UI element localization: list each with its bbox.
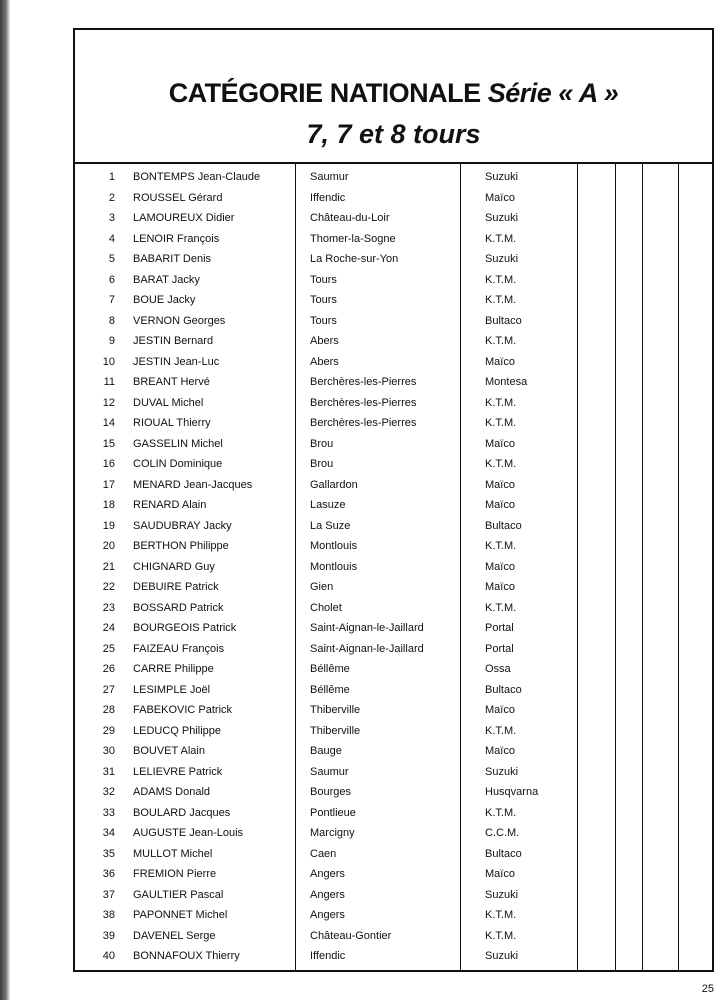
- table-row: [75, 167, 712, 187]
- rider-name-cell: BOULARD Jacques: [133, 806, 231, 819]
- city-cell: Montlouis: [310, 540, 358, 552]
- rider-name-cell: BONNAFOUX Thierry: [133, 950, 240, 962]
- position-cell: 16: [102, 458, 115, 470]
- position-cell: 5: [108, 253, 115, 265]
- brand-cell: K.T.M.: [485, 273, 517, 286]
- position-cell: 7: [108, 294, 115, 306]
- table-row: [75, 926, 712, 946]
- position-cell: 28: [102, 704, 115, 716]
- brand-cell: Suzuki: [485, 765, 519, 778]
- position-cell: 39: [102, 929, 115, 942]
- table-row: [75, 413, 712, 433]
- position-cell: 24: [102, 622, 115, 634]
- city-cell: Gallardon: [310, 478, 358, 491]
- table-row: [75, 229, 712, 249]
- city-cell: La Roche-sur-Yon: [310, 253, 399, 265]
- brand-cell: Bultaco: [485, 519, 522, 532]
- brand-cell: Maïco: [485, 560, 515, 573]
- title-main: CATÉGORIE NATIONALE: [168, 78, 481, 108]
- rider-name-cell: VERNON Georges: [133, 314, 226, 327]
- brand-cell: Maïco: [485, 437, 515, 450]
- brand-cell: Suzuki: [485, 950, 519, 962]
- brand-cell: Maïco: [485, 704, 515, 716]
- city-cell: Lasuze: [310, 499, 346, 511]
- rider-name-cell: ADAMS Donald: [133, 786, 211, 798]
- brand-cell: Bultaco: [485, 314, 522, 327]
- table-row: [75, 741, 712, 761]
- rider-name-cell: FAIZEAU François: [133, 642, 225, 655]
- rider-name-cell: GAULTIER Pascal: [133, 888, 224, 901]
- brand-cell: Maïco: [485, 745, 515, 757]
- city-cell: Béllême: [310, 663, 350, 675]
- table-row: [75, 311, 712, 331]
- city-cell: Château-Gontier: [310, 929, 392, 942]
- position-cell: 21: [102, 560, 115, 573]
- rider-name-cell: COLIN Dominique: [133, 458, 223, 470]
- city-cell: Tours: [310, 273, 337, 286]
- brand-cell: K.T.M.: [485, 417, 517, 429]
- brand-cell: Montesa: [485, 376, 528, 388]
- table-row: [75, 270, 712, 290]
- position-cell: 40: [102, 950, 115, 962]
- brand-cell: Suzuki: [485, 888, 519, 901]
- rider-name-cell: PAPONNET Michel: [133, 909, 228, 921]
- table-row: [75, 188, 712, 208]
- brand-cell: Husqvarna: [485, 786, 539, 798]
- rider-name-cell: LESIMPLE Joël: [133, 683, 211, 696]
- city-cell: Tours: [310, 294, 337, 306]
- city-cell: Saumur: [310, 765, 349, 778]
- position-cell: 36: [102, 868, 115, 880]
- position-cell: 31: [102, 765, 115, 778]
- brand-cell: Suzuki: [485, 171, 519, 183]
- position-cell: 34: [102, 827, 115, 839]
- page-title: [75, 78, 712, 109]
- brand-cell: Maïco: [485, 478, 515, 491]
- city-cell: Gien: [310, 581, 334, 593]
- brand-cell: K.T.M.: [485, 806, 517, 819]
- brand-cell: C.C.M.: [485, 827, 520, 839]
- city-cell: Marcigny: [310, 827, 355, 839]
- rider-name-cell: ROUSSEL Gérard: [133, 191, 223, 204]
- position-cell: 25: [102, 642, 115, 655]
- city-cell: Iffendic: [310, 950, 346, 962]
- city-cell: Saint-Aignan-le-Jaillard: [310, 622, 424, 634]
- rider-name-cell: JESTIN Jean-Luc: [133, 355, 220, 368]
- table-row: [75, 475, 712, 495]
- title-serie: Série « A »: [487, 78, 619, 108]
- brand-cell: Suzuki: [485, 212, 519, 224]
- results-table: [73, 28, 714, 972]
- city-cell: Béllême: [310, 683, 350, 696]
- rider-name-cell: LENOIR François: [133, 232, 220, 245]
- rider-name-cell: BERTHON Philippe: [133, 540, 229, 552]
- rider-name-cell: BONTEMPS Jean-Claude: [133, 171, 261, 183]
- table-row: [75, 249, 712, 269]
- table-row: [75, 598, 712, 618]
- position-cell: 3: [108, 212, 115, 224]
- brand-cell: K.T.M.: [485, 232, 517, 245]
- table-row: [75, 905, 712, 925]
- city-cell: Iffendic: [310, 191, 346, 204]
- city-cell: Brou: [310, 437, 334, 450]
- position-cell: 20: [102, 540, 115, 552]
- brand-cell: Bultaco: [485, 683, 522, 696]
- position-cell: 35: [102, 847, 115, 860]
- position-cell: 27: [102, 683, 115, 696]
- position-cell: 22: [102, 581, 115, 593]
- city-cell: Angers: [310, 868, 345, 880]
- rider-name-cell: CARRE Philippe: [133, 663, 214, 675]
- position-cell: 1: [108, 171, 115, 183]
- table-row: [75, 536, 712, 556]
- page-subtitle: 7, 7 et 8 tours: [306, 119, 481, 149]
- table-row: [75, 557, 712, 577]
- city-cell: Brou: [310, 458, 334, 470]
- brand-cell: Suzuki: [485, 253, 519, 265]
- city-cell: Berchères-les-Pierres: [310, 376, 417, 388]
- city-cell: Thiberville: [310, 724, 361, 737]
- brand-cell: Maïco: [485, 355, 515, 368]
- brand-cell: K.T.M.: [485, 601, 517, 614]
- table-row: [75, 864, 712, 884]
- position-cell: 19: [102, 519, 115, 532]
- rider-name-cell: LEDUCQ Philippe: [133, 724, 222, 737]
- brand-cell: Maïco: [485, 868, 515, 880]
- rider-name-cell: BOURGEOIS Patrick: [133, 622, 237, 634]
- rider-name-cell: DUVAL Michel: [133, 396, 204, 409]
- position-cell: 2: [108, 191, 115, 204]
- table-row: [75, 782, 712, 802]
- position-cell: 14: [102, 417, 115, 429]
- table-row: [75, 495, 712, 515]
- rider-name-cell: LAMOUREUX Didier: [133, 212, 235, 224]
- position-cell: 6: [108, 273, 115, 286]
- rider-name-cell: BREANT Hervé: [133, 376, 210, 388]
- position-cell: 37: [102, 888, 115, 901]
- rider-name-cell: BOUVET Alain: [133, 745, 205, 757]
- rider-name-cell: RENARD Alain: [133, 499, 207, 511]
- rider-name-cell: FREMION Pierre: [133, 868, 217, 880]
- brand-cell: Portal: [485, 642, 514, 655]
- rider-name-cell: BOUE Jacky: [133, 294, 196, 306]
- table-row: [75, 331, 712, 351]
- city-cell: Montlouis: [310, 560, 358, 573]
- city-cell: Saint-Aignan-le-Jaillard: [310, 642, 424, 655]
- position-cell: 32: [102, 786, 115, 798]
- rider-name-cell: LELIEVRE Patrick: [133, 765, 223, 778]
- table-row: [75, 352, 712, 372]
- brand-cell: Portal: [485, 622, 514, 634]
- city-cell: Abers: [310, 335, 339, 347]
- city-cell: Saumur: [310, 171, 349, 183]
- rider-name-cell: CHIGNARD Guy: [133, 560, 215, 573]
- city-cell: Abers: [310, 355, 339, 368]
- position-cell: 11: [103, 376, 115, 388]
- table-row: [75, 885, 712, 905]
- table-row: [75, 680, 712, 700]
- position-cell: 12: [102, 396, 115, 409]
- brand-cell: K.T.M.: [485, 335, 517, 347]
- rider-name-cell: DEBUIRE Patrick: [133, 581, 219, 593]
- brand-cell: Bultaco: [485, 847, 522, 860]
- position-cell: 17: [102, 478, 115, 491]
- position-cell: 4: [108, 232, 115, 245]
- rider-name-cell: MULLOT Michel: [133, 847, 213, 860]
- rider-name-cell: MENARD Jean-Jacques: [133, 478, 253, 491]
- brand-cell: K.T.M.: [485, 458, 517, 470]
- rider-name-cell: GASSELIN Michel: [133, 437, 223, 450]
- position-cell: 18: [102, 499, 115, 511]
- rider-name-cell: BOSSARD Patrick: [133, 601, 224, 614]
- rider-name-cell: FABEKOVIC Patrick: [133, 704, 233, 716]
- city-cell: Thiberville: [310, 704, 361, 716]
- position-cell: 23: [102, 601, 115, 614]
- rider-name-cell: AUGUSTE Jean-Louis: [133, 827, 244, 839]
- city-cell: Angers: [310, 888, 345, 901]
- brand-cell: Maïco: [485, 581, 515, 593]
- table-row: [75, 454, 712, 474]
- brand-cell: Maïco: [485, 191, 515, 204]
- table-row: [75, 516, 712, 536]
- table-row: [75, 577, 712, 597]
- table-row: [75, 762, 712, 782]
- city-cell: Thomer-la-Sogne: [310, 232, 396, 245]
- brand-cell: Ossa: [485, 663, 511, 675]
- city-cell: Caen: [310, 847, 337, 860]
- city-cell: La Suze: [310, 519, 351, 532]
- rider-name-cell: DAVENEL Serge: [133, 929, 216, 942]
- page-number: 25: [701, 983, 714, 995]
- city-cell: Pontlieue: [310, 806, 356, 819]
- city-cell: Bourges: [310, 786, 351, 798]
- table-row: [75, 721, 712, 741]
- position-cell: 9: [108, 335, 115, 347]
- rider-name-cell: BARAT Jacky: [133, 273, 200, 286]
- table-row: [75, 659, 712, 679]
- city-cell: Cholet: [310, 601, 342, 614]
- brand-cell: K.T.M.: [485, 724, 517, 737]
- brand-cell: K.T.M.: [485, 540, 517, 552]
- table-header: [75, 30, 712, 164]
- city-cell: Angers: [310, 909, 345, 921]
- table-row: [75, 803, 712, 823]
- rider-name-cell: BABARIT Denis: [133, 253, 212, 265]
- brand-cell: K.T.M.: [485, 294, 517, 306]
- table-row: [75, 434, 712, 454]
- city-cell: Château-du-Loir: [310, 212, 390, 224]
- rider-name-cell: RIOUAL Thierry: [133, 417, 211, 429]
- position-cell: 33: [102, 806, 115, 819]
- city-cell: Bauge: [310, 745, 342, 757]
- city-cell: Berchères-les-Pierres: [310, 417, 417, 429]
- brand-cell: Maïco: [485, 499, 515, 511]
- position-cell: 8: [108, 314, 115, 327]
- rider-name-cell: SAUDUBRAY Jacky: [133, 519, 232, 532]
- table-row: [75, 700, 712, 720]
- position-cell: 15: [102, 437, 115, 450]
- table-row: [75, 823, 712, 843]
- table-row: [75, 393, 712, 413]
- position-cell: 29: [102, 724, 115, 737]
- brand-cell: K.T.M.: [485, 396, 517, 409]
- city-cell: Tours: [310, 314, 337, 327]
- position-cell: 30: [102, 745, 115, 757]
- table-row: [75, 618, 712, 638]
- position-cell: 38: [102, 909, 115, 921]
- table-row: [75, 372, 712, 392]
- brand-cell: K.T.M.: [485, 929, 517, 942]
- table-row: [75, 844, 712, 864]
- rider-name-cell: JESTIN Bernard: [133, 335, 214, 347]
- table-row: [75, 946, 712, 966]
- table-row: [75, 639, 712, 659]
- brand-cell: K.T.M.: [485, 909, 517, 921]
- position-cell: 26: [102, 663, 115, 675]
- page-binding-edge: [0, 0, 10, 1000]
- city-cell: Berchères-les-Pierres: [310, 396, 417, 409]
- table-row: [75, 208, 712, 228]
- table-row: [75, 290, 712, 310]
- position-cell: 10: [102, 355, 115, 368]
